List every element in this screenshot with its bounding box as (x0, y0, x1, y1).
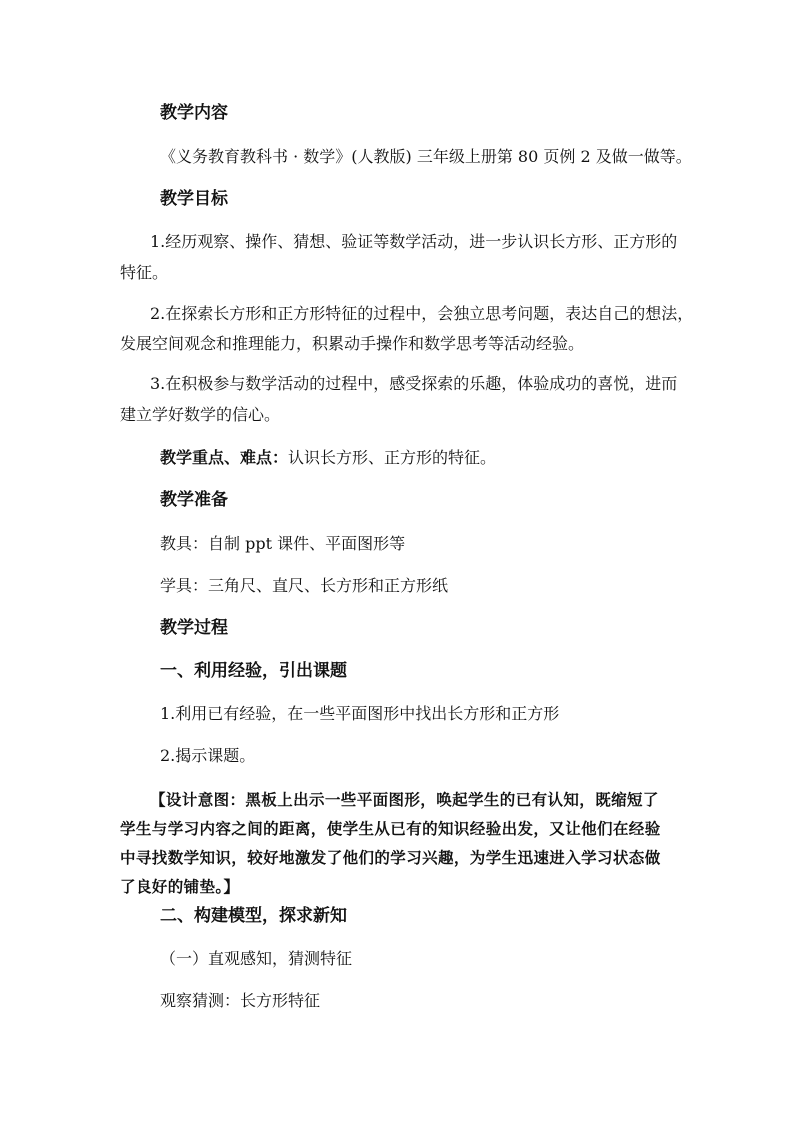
key-points (160, 447, 496, 469)
goal-1-line-2: 特征。 (120, 263, 169, 282)
design-intent-line-2: 学生与学习内容之间的距离，使学生从已有的知识经验出发，又让他们在经验 (120, 819, 661, 838)
goal-3-line-1: 3.在积极参与数学活动的过程中，感受探索的乐趣，体验成功的喜悦，进而 (150, 374, 678, 393)
goal-1-line-1: 1.经历观察、操作、猜想、验证等数学活动，进一步认识长方形、正方形的 (150, 232, 678, 251)
design-intent-line-3: 中寻找数学知识，较好地激发了他们的学习兴趣，为学生迅速进入学习状态做 (120, 848, 661, 867)
design-intent-line-4: 了良好的铺垫。】 (120, 877, 240, 896)
part-1-step-1: 1.利用已有经验，在一些平面图形中找出长方形和正方形 (160, 704, 560, 723)
key-points-label: 教学重点、难点： (160, 448, 289, 467)
part-1-heading: 一、利用经验，引出课题 (160, 661, 347, 681)
heading-process: 教学过程 (160, 618, 228, 638)
part-2-observe: 观察猜测：长方形特征 (160, 991, 321, 1010)
part-2-heading: 二、构建模型，探求新知 (160, 906, 347, 926)
student-tools: 学具：三角尺、直尺、长方形和正方形纸 (160, 576, 449, 595)
part-1-step-2: 2.揭示课题。 (160, 746, 256, 765)
teaching-content-text: 《义务教育教科书 · 数学》(人教版) 三年级上册第 80 页例 2 及做一做等。 (160, 147, 692, 166)
teacher-tools: 教具：自制 ppt 课件、平面图形等 (160, 534, 406, 553)
goal-3-line-2: 建立学好数学的信心。 (120, 405, 281, 424)
key-points-text: 认识长方形、正方形的特征。 (288, 448, 497, 467)
heading-preparation: 教学准备 (160, 490, 228, 510)
goal-2-line-2: 发展空间观念和推理能力，积累动手操作和数学思考等活动经验。 (120, 334, 585, 353)
part-2-sub-1: （一）直观感知，猜测特征 (160, 949, 353, 968)
heading-teaching-goals: 教学目标 (160, 189, 228, 209)
heading-teaching-content: 教学内容 (160, 103, 228, 123)
goal-2-line-1: 2.在探索长方形和正方形特征的过程中，会独立思考问题，表达自己的想法， (150, 304, 694, 323)
design-intent-line-1: 【设计意图：黑板上出示一些平面图形，唤起学生的已有认知，既缩短了 (150, 790, 659, 809)
